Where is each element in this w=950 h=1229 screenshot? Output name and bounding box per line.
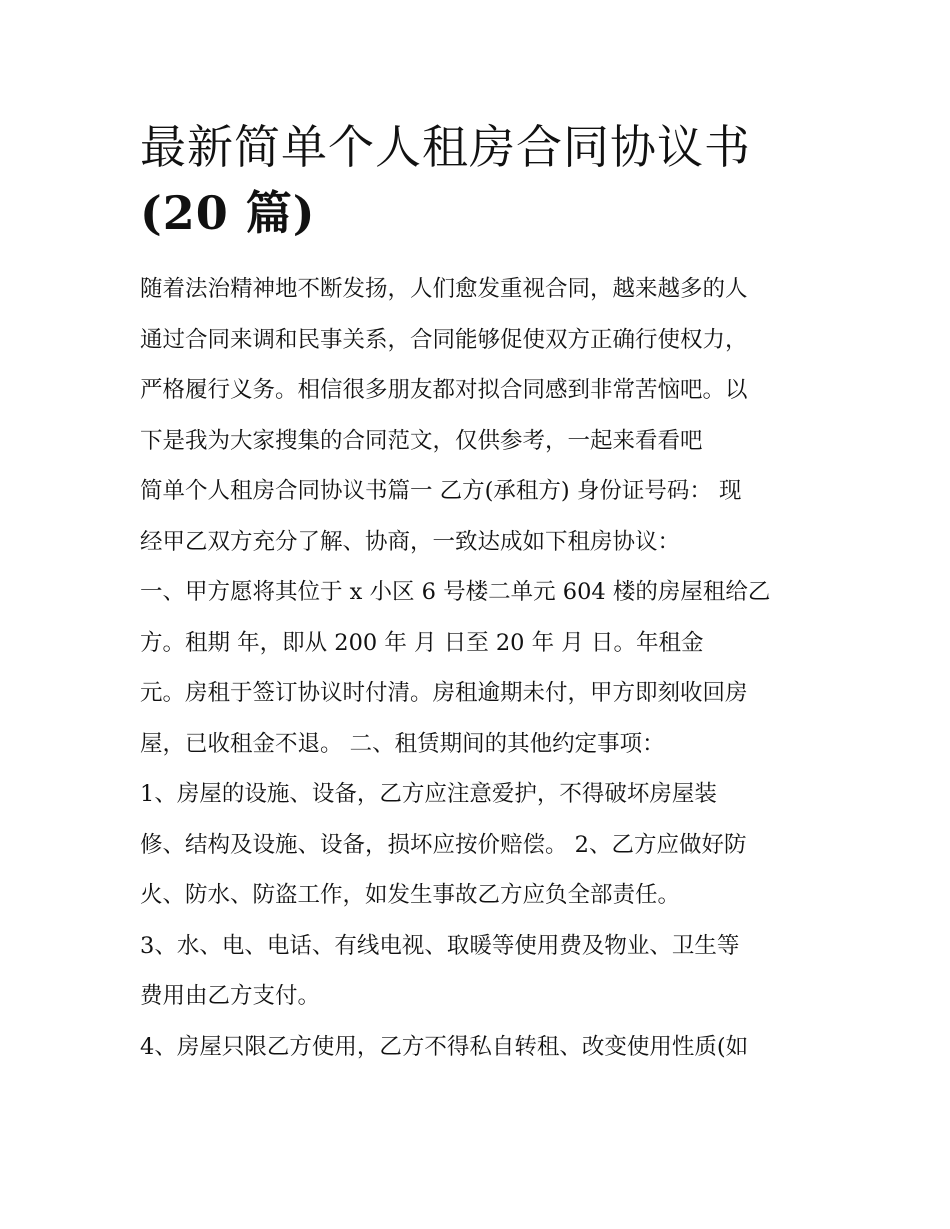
body-line-16: 4、房屋只限乙方使用，乙方不得私自转租、改变使用性质(如 [140,1033,749,1060]
document-page [140,114,820,1072]
body-line-5: 简单个人租房合同协议书篇一 乙方(承租方) 身份证号码： 现 [140,478,742,504]
body-line-7: 一、甲方愿将其位于 x 小区 6 号楼二单元 604 楼的房屋租给乙 [140,579,771,605]
body-line-12: 修、结构及设施、设备，损坏应按价赔偿。 2、乙方应做好防 [140,831,747,858]
body-line-15: 费用由乙方支付。 [140,983,321,1009]
body-line-6: 经甲乙双方充分了解、协商，一致达成如下租房协议： [140,528,681,555]
body-line-14: 3、水、电、电话、有线电视、取暖等使用费及物业、卫生等 [140,932,740,959]
document-body [140,264,820,1072]
body-line-13: 火、防水、防盗工作，如发生事故乙方应负全部责任。 [140,882,681,908]
body-line-8: 方。租期 年，即从 200 年 月 日至 20 年 月 日。年租金 [140,629,704,656]
body-line-10: 屋，已收租金不退。 二、租赁期间的其他约定事项： [140,730,665,757]
body-line-11: 1、房屋的设施、设备，乙方应注意爱护，不得破坏房屋装 [140,781,717,807]
body-line-1: 随着法治精神地不断发扬，人们愈发重视合同，越来越多的人 [140,276,748,302]
body-line-4: 下是我为大家搜集的合同范文，仅供参考，一起来看看吧 [140,427,703,454]
body-line-3: 严格履行义务。相信很多朋友都对拟合同感到非常苦恼吧。以 [140,377,748,403]
document-title [140,114,820,246]
body-line-9: 元。房租于签订协议时付清。房租逾期未付，甲方即刻收回房 [140,680,748,706]
body-line-2: 通过合同来调和民事关系，合同能够促使双方正确行使权力， [140,326,748,353]
title-line-2: (20 篇) [140,186,316,240]
title-line-1: 最新简单个人租房合同协议书 [140,120,751,174]
